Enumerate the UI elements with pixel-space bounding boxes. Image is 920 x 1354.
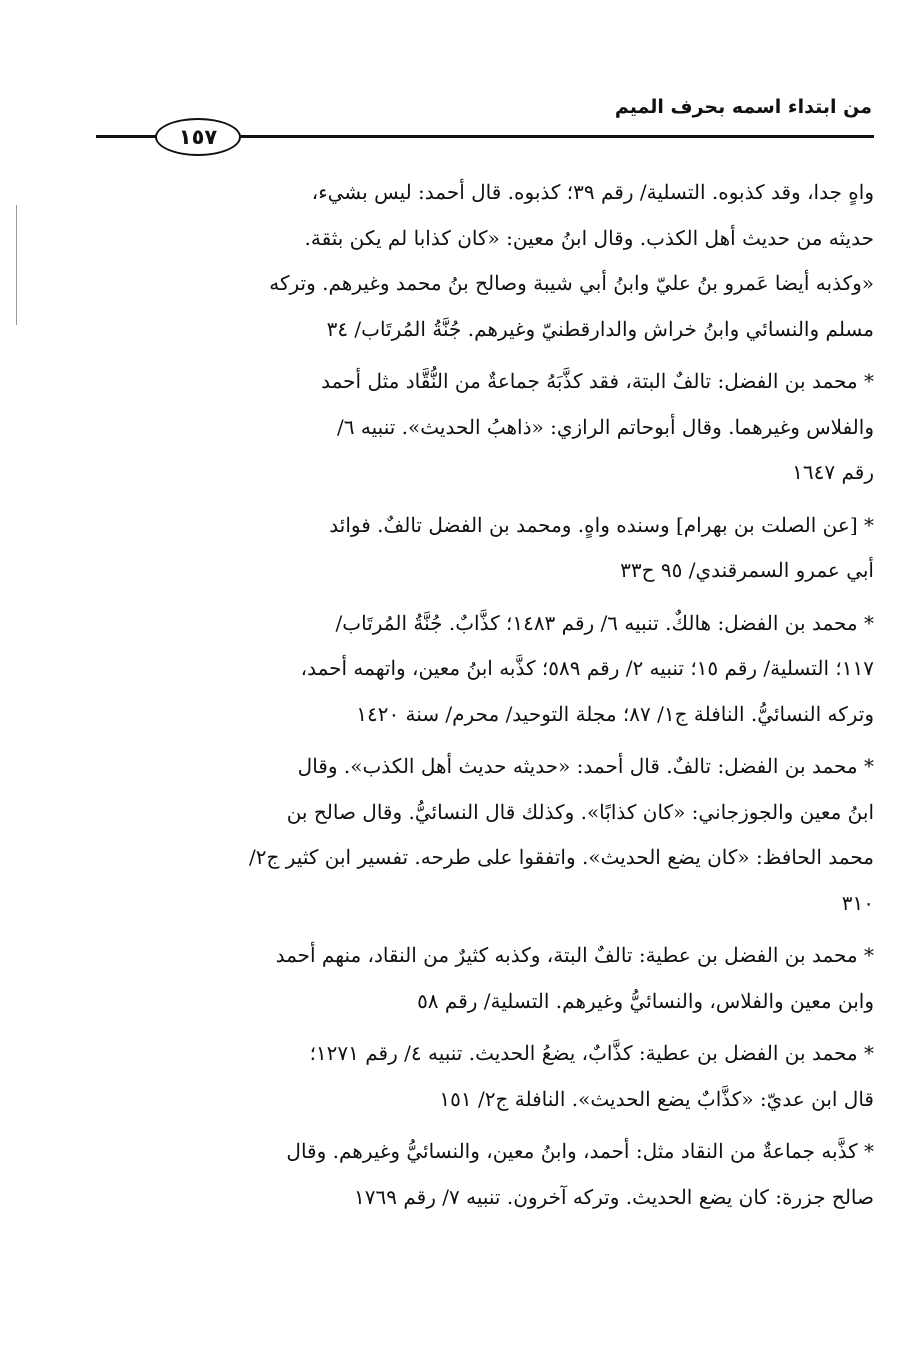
entry — [100, 601, 874, 738]
entry — [100, 1129, 874, 1220]
text-line: رقم ١٦٤٧ — [792, 460, 874, 484]
text-line: ٣١٠ — [841, 890, 874, 915]
page-number: ١٥٧ — [155, 118, 241, 156]
text-line: مسلم والنسائي وابنُ خراش والدارقطنيّ وغيرهم. جُنَّةُ المُرتَاب/ ٣٤ — [326, 316, 874, 341]
text-line: * محمد بن الفضل: هالكٌ. تنبيه ٦/ رقم ١٤٨٣؛ كذَّابٌ. جُنَّةُ المُرتَاب/ — [335, 610, 874, 635]
text-line: ١١٧؛ التسلية/ رقم ١٥؛ تنبيه ٢/ رقم ٥٨٩؛ كذَّبه ابنُ معين، واتهمه أحمد، — [300, 656, 874, 680]
entry — [100, 744, 874, 926]
text-line: * [عن الصلت بن بهرام] وسنده واهٍ. ومحمد بن الفضل تالفٌ. فوائد — [329, 512, 874, 537]
text-line: محمد الحافظ: «كان يضع الحديث». واتفقوا على طرحه. تفسير ابن كثير ج٢/ — [248, 845, 874, 869]
text-line: * محمد بن الفضل بن عطية: تالفٌ البتة، وكذبه كثيرٌ من النقاد، منهم أحمد — [275, 943, 874, 967]
header-title: من ابتداء اسمه بحرف الميم — [614, 96, 872, 118]
entry — [100, 1031, 874, 1122]
entry-continuation — [100, 170, 874, 352]
entry — [100, 359, 874, 496]
text-line: صالح جزرة: كان يضع الحديث. وتركه آخرون. تنبيه ٧/ رقم ١٧٦٩ — [354, 1184, 874, 1209]
text-line: وابن معين والفلاس، والنسائيُّ وغيرهم. التسلية/ رقم ٥٨ — [417, 988, 874, 1013]
text-line: ابنُ معين والجوزجاني: «كان كذابًا». وكذلك قال النسائيُّ. وقال صالح بن — [286, 799, 874, 824]
text-line: والفلاس وغيرهما. وقال أبوحاتم الرازي: «ذاهبُ الحديث». تنبيه ٦/ — [337, 414, 874, 439]
text-line: * محمد بن الفضل: تالفٌ البتة، فقد كذَّبَهُ جماعةٌ من النُّقَّاد مثل أحمد — [321, 369, 874, 393]
text-line: * محمد بن الفضل بن عطية: كذَّابٌ، يضعُ الحديث. تنبيه ٤/ رقم ١٢٧١؛ — [309, 1041, 874, 1065]
text-line: «وكذبه أيضا عَمرو بنُ عليّ وابنُ أبي شيبة وصالح بنُ محمد وغيرهم. وتركه — [269, 271, 874, 295]
scan-margin-line — [16, 205, 17, 325]
text-line: قال ابن عديّ: «كذَّابٌ يضع الحديث». النافلة ج٢/ ١٥١ — [439, 1086, 874, 1111]
text-body — [100, 170, 874, 1227]
entry — [100, 503, 874, 594]
text-line: أبي عمرو السمرقندي/ ٩٥ ح٣٣ — [620, 558, 874, 582]
entry — [100, 933, 874, 1024]
text-line: حديثه من حديث أهل الكذب. وقال ابنُ معين: «كان كذابا لم يكن بثقة. — [304, 225, 874, 250]
text-line: واهٍ جدا، وقد كذبوه. التسلية/ رقم ٣٩؛ كذبوه. قال أحمد: ليس بشيء، — [311, 180, 874, 204]
text-line: * محمد بن الفضل: تالفٌ. قال أحمد: «حديثه حديث أهل الكذب». وقال — [297, 754, 874, 778]
text-line: وتركه النسائيُّ. النافلة ج١/ ٨٧؛ مجلة التوحيد/ محرم/ سنة ١٤٢٠ — [356, 701, 874, 726]
text-line: * كذَّبه جماعةٌ من النقاد مثل: أحمد، وابنُ معين، والنسائيُّ وغيرهم. وقال — [286, 1139, 874, 1163]
